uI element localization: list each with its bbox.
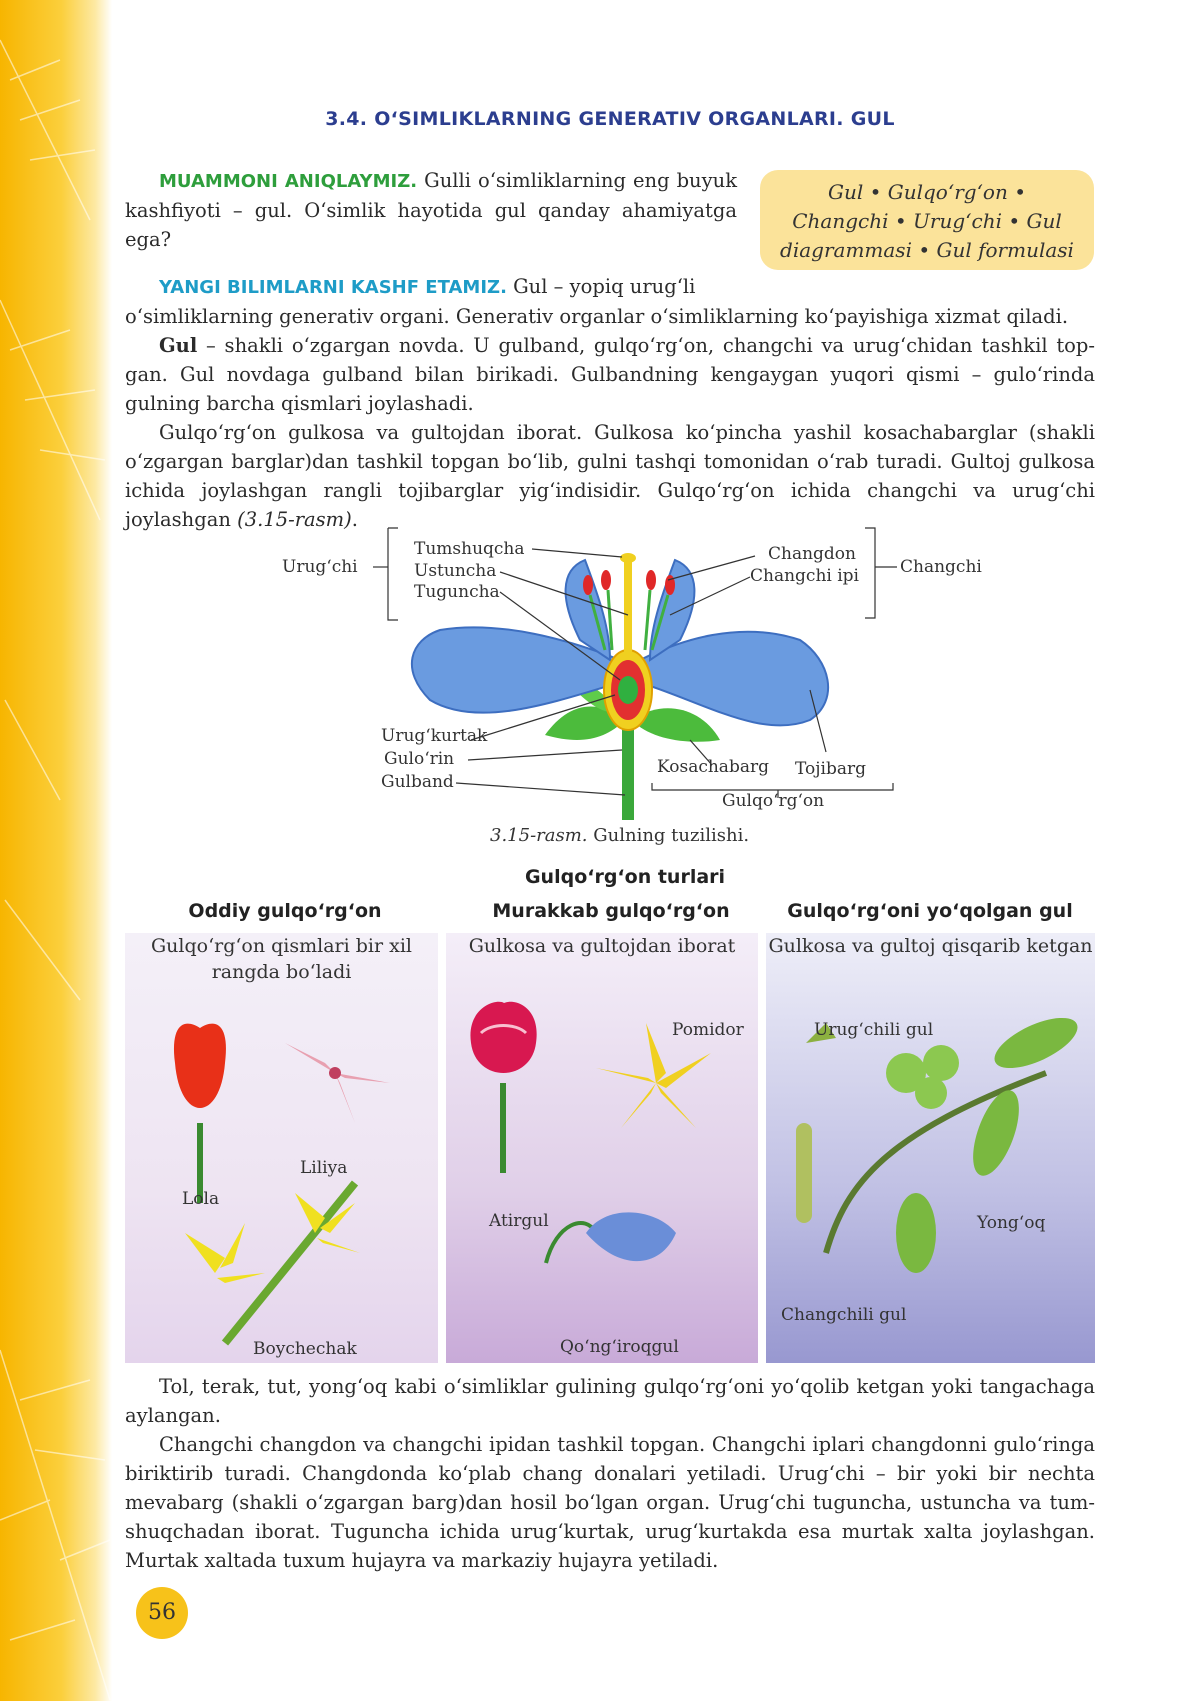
label-gulband: Gulband [381, 772, 454, 792]
flower-label: Boychechak [253, 1339, 357, 1359]
panel-reduced-perianth [766, 933, 1095, 1363]
closing-paragraphs [125, 1372, 1095, 1575]
style [624, 560, 632, 655]
panel-simple-perianth [125, 933, 438, 1363]
panel-desc: Gulkosa va gultoj qisqarib ketgan [768, 935, 1093, 957]
paragraph-reduced: Tol, terak, tut, yong‘oq kabi o‘simliklar gulining gulqo‘rg‘oni yo‘qolib ketgan yoki tangachaga aylangan. [125, 1375, 1095, 1427]
flower-label: Liliya [300, 1158, 348, 1178]
label-tuguncha: Tuguncha [414, 582, 500, 602]
caption-text: Gulning tuzilishi. [587, 825, 750, 846]
gulqorgon-text: Gulqo‘rg‘on gulkosa va gultojdan iborat. Gulkosa ko‘pincha yashil kosachabarglar (shakli o‘zgargan barglar)dan tashkil topgan bo‘lib, gulni tashqi tomonidan o‘rab turadi. Gultoj gulkosa ichida joylashgan rangli tojibarglar yig‘indisidir. Gulqo‘rg‘on ichida changchi va urug‘chi joylashgan [125, 421, 1095, 531]
label-urugkurtak: Urug‘kurtak [381, 726, 488, 746]
page-number: 56 [136, 1587, 188, 1639]
type-head-reduced: Gulqo‘rg‘oni yo‘qolgan gul [787, 900, 1073, 922]
walnut-leaves-icon [896, 1008, 1084, 1273]
problem-text: Gulli o‘simliklarning eng buyuk kashfiyoti – gul. O‘simlik hayotida gul qanday ahamiyatga ega? [125, 169, 738, 251]
label-tumshuqcha: Tumshuqcha [414, 539, 525, 559]
flower-label: Urug‘chili gul [814, 1020, 934, 1040]
label-changdon: Changdon [768, 544, 856, 564]
panel-desc: Gulkosa va gultojdan iborat [468, 935, 736, 957]
flower-label: Atirgul [489, 1211, 549, 1231]
bellflower-icon [586, 1212, 676, 1261]
label-gulorin: Gulo‘rin [384, 749, 455, 769]
simple-flowers-illustration [125, 933, 438, 1363]
panel-desc: Gulqo‘rg‘on qismlari bir xil rangda bo‘ladi [151, 935, 412, 983]
catkin-icon [796, 1123, 812, 1223]
figure-caption [490, 825, 749, 846]
label-tojibarg: Tojibarg [795, 759, 866, 779]
stigma [620, 553, 636, 563]
label-changchi: Changchi [900, 557, 982, 577]
keywords-line: Gul • Gulqo‘rg‘on • [827, 180, 1027, 204]
tulip-icon [174, 1024, 226, 1108]
label-ustuncha: Ustuncha [414, 561, 497, 581]
ovule [618, 676, 638, 704]
caption-number: 3.15-rasm. [490, 825, 588, 846]
label-urugchi: Urug‘chi [282, 557, 358, 577]
complex-flowers-illustration [446, 933, 758, 1363]
types-title: Gulqo‘rg‘on turlari [524, 866, 726, 888]
discover-lead: YANGI BILIMLARNI KASHF ETAMIZ. [159, 277, 507, 298]
label-kosachabarg: Kosachabarg [657, 757, 769, 777]
flower-stem [622, 720, 634, 820]
problem-lead: MUAMMONI ANIQLAYMIZ. [159, 171, 418, 192]
section-heading: 3.4. O‘SIMLIKLARNING GENERATIV ORGANLARI. GUL [325, 108, 895, 130]
keywords-line: diagrammasi • Gul formulasi [780, 238, 1074, 262]
label-gulqorgon: Gulqo‘rg‘on [722, 791, 825, 811]
discover-text-rest: o‘simliklarning generativ organi. Generativ organlar o‘simliklarning ko‘payishiga xizmat qiladi. [125, 305, 1069, 328]
period: . [351, 508, 358, 531]
gul-lead: Gul [159, 334, 198, 357]
walnut-illustration [766, 933, 1095, 1363]
gul-text: – shakli o‘zgargan novda. U gulband, gulqo‘rg‘on, changchi va urug‘chidan tashkil topgan. Gul novdaga gulband bilan birikadi. Gulbandning kengaygan yuqori qismi – gulo‘rinda gulning barcha qismlari joylashadi. [125, 334, 1095, 415]
type-head-complex: Murakkab gulqo‘rg‘on [492, 900, 730, 922]
type-head-simple: Oddiy gulqo‘rg‘on [188, 900, 382, 922]
lily-icon [285, 1033, 390, 1123]
flower-label: Pomidor [672, 1020, 744, 1040]
flower-label: Lola [182, 1189, 220, 1209]
paragraph-stamen-pistil: Changchi changdon va changchi ipidan tashkil topgan. Changchi iplari changdonni gulo‘ringa biriktirib turadi. Changdonda ko‘plab chang donalari yetiladi. Urug‘chi – bir yoki bir nechta mevabarg (shakli o‘zgargan barg)dan hosil bo‘lgan organ. Urug‘chi tuguncha, ustuncha va tumshuqchadan iborat. Tuguncha ichida urug‘kurtak, urug‘kurtakda esa murtak xalta joylashgan. Murtak xaltada tuxum hujayra va markaziy hujayra yetiladi. [125, 1433, 1095, 1572]
label-changchi-ipi: Changchi ipi [750, 566, 859, 586]
walnut-fruit-icon [886, 1045, 959, 1109]
keywords-line: Changchi • Urug‘chi • Gul [792, 209, 1062, 233]
flower-label: Qo‘ng‘iroqgul [560, 1337, 679, 1357]
figure-ref: (3.15-rasm) [237, 508, 352, 531]
discover-text-line1: Gul – yopiq urug‘li [506, 275, 696, 298]
flower-label: Changchili gul [781, 1305, 907, 1325]
flower-label: Yong‘oq [977, 1213, 1046, 1233]
panel-complex-perianth [446, 933, 758, 1363]
rose-icon [470, 1002, 536, 1073]
